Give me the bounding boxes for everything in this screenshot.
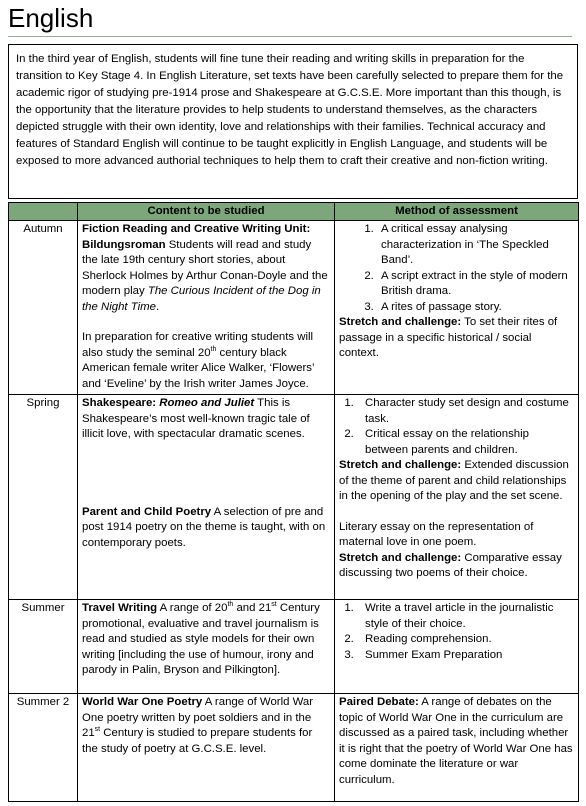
content-text: .: [155, 300, 160, 313]
content-paragraph: [82, 396, 330, 443]
content-text: Century promotional, evaluative and travel journalism is read and studied as style models for their own writing [including the use of humour, irony and parody in Palin, Bryson and Pilkington].: [82, 602, 320, 676]
assessment-cell: [335, 395, 579, 600]
list-item: 1. Write a travel article in the journalistic style of their choice.: [357, 601, 574, 632]
assessment-paragraph: [339, 695, 574, 788]
assessment-cell: [335, 221, 579, 395]
content-text: Century is studied to prepare students for the study of poetry at G.C.S.E. level.: [82, 727, 313, 755]
content-text: Students will read and study the late 19th century short stories, about Sherlock Holmes by Arthur Conan-Doyle and the modern play: [82, 238, 328, 297]
list-item: 3. A rites of passage story.: [377, 300, 574, 316]
content-text: A selection of pre and post 1914 poetry on the theme is taught, with on contemporary poets.: [82, 505, 326, 549]
curriculum-table: [8, 202, 579, 802]
table-row-autumn: [9, 221, 579, 395]
header-term: [9, 203, 78, 221]
superscript: st: [271, 601, 277, 609]
content-text: This is Shakespeare’s most well-known tragic tale of illicit love, with spectacular dramatic scenes.: [82, 397, 310, 440]
stretch-challenge: [339, 551, 574, 582]
title-divider: [8, 36, 572, 37]
content-text: A range of 20: [157, 602, 228, 614]
content-paragraph: [82, 695, 330, 757]
term-cell: Autumn: [9, 221, 78, 395]
content-cell: [78, 600, 335, 694]
content-paragraph: [82, 222, 330, 315]
content-cell: [78, 221, 335, 395]
term-cell: Summer: [9, 600, 78, 694]
unit-heading: World War One Poetry: [82, 696, 203, 708]
content-cell: [78, 395, 335, 600]
stretch-text: Extended discussion of the theme of parent and child relationships in the opening of the play and the set scene.: [339, 459, 569, 502]
list-item: 2. Reading comprehension.: [357, 632, 574, 648]
text-title: Romeo and Juliet: [159, 397, 255, 409]
list-item: 1. Character study set design and costume task.: [357, 396, 574, 427]
stretch-text: Comparative essay discussing two poems of their choice.: [339, 551, 562, 579]
stretch-challenge: [339, 315, 574, 362]
content-paragraph: [82, 330, 330, 392]
unit-heading: Shakespeare:: [82, 397, 160, 409]
intro-text: In the third year of English, students will fine tune their reading and writing skills in preparation for the transition to Key Stage 4. In English Literature, set texts have been carefully selected to prepare them for the academic rigor of studying pre-1914 prose and Shakespeare at G.C.S.E. More important than this though, is the opportunity that the literature provides to help students to understand themselves, as the characters depicted struggle with their own identity, love and relationships with their families. Technical accuracy and features of Standard English will continue to be taught explicitly in English Language, and students will be exposed to more advanced authorial techniques to help them to craft their creative and non-fiction writing.: [16, 53, 564, 167]
unit-heading: Travel Writing: [82, 602, 158, 614]
header-content: Content to be studied: [78, 203, 335, 221]
term-cell: Spring: [9, 395, 78, 600]
superscript: th: [227, 601, 234, 609]
assessment-cell: [335, 600, 579, 694]
assessment-list: [339, 601, 574, 663]
term-cell: Summer 2: [9, 694, 78, 802]
list-item: 2. A script extract in the style of modern British drama.: [377, 269, 574, 300]
content-text: A range of World War One poetry written by poet soldiers and in the 21: [82, 696, 314, 739]
table-row-summer-2: [9, 694, 579, 802]
list-item: 2. Critical essay on the relationship between parents and children.: [357, 427, 574, 458]
table-row-spring: [9, 395, 579, 600]
stretch-label: Stretch and challenge:: [339, 551, 462, 564]
stretch-label: Stretch and challenge:: [339, 316, 462, 328]
list-item: 1. A critical essay analysing characterization in ‘The Speckled Band’.: [377, 222, 574, 269]
assessment-cell: [335, 694, 579, 802]
assessment-list: [339, 222, 574, 315]
content-text: and 21: [233, 602, 272, 614]
stretch-label: Stretch and challenge:: [339, 459, 462, 471]
text-title: The Curious Incident of the Dog in the Night Time: [82, 285, 321, 313]
content-paragraph: [82, 601, 330, 679]
unit-heading: Parent and Child Poetry: [82, 505, 212, 518]
unit-heading: Fiction Reading and Creative Writing Unit: Bildungsroman: [82, 223, 311, 251]
superscript: st: [94, 726, 101, 734]
content-cell: [78, 694, 335, 802]
header-assessment: Method of assessment: [335, 203, 579, 221]
table-header-row: [9, 203, 579, 221]
stretch-text: To set their rites of passage in a specific historical / social context.: [339, 316, 558, 359]
assessment-list: [339, 396, 574, 458]
content-paragraph: [82, 505, 330, 552]
page-title: English: [8, 3, 94, 33]
content-text: century black American female writer Alice Walker, ‘Flowers’ and ‘Eveline’ by the Irish writer James Joyce.: [82, 346, 315, 390]
list-item: 3. Summer Exam Preparation: [357, 648, 574, 664]
debate-label: Paired Debate:: [339, 696, 419, 708]
intro-box: [8, 44, 578, 199]
debate-text: A range of debates on the topic of World War One in the curriculum are discussed as a paired task, including whether it is right that the poetry of World War One has come dominate the literature or war curriculum.: [339, 696, 573, 786]
assessment-paragraph: Literary essay on the representation of maternal love in one poem.: [339, 520, 534, 548]
table-row-summer: [9, 600, 579, 694]
stretch-challenge: [339, 458, 574, 505]
superscript: th: [210, 345, 217, 353]
content-text: In preparation for creative writing students will also study the seminal 20: [82, 331, 314, 359]
